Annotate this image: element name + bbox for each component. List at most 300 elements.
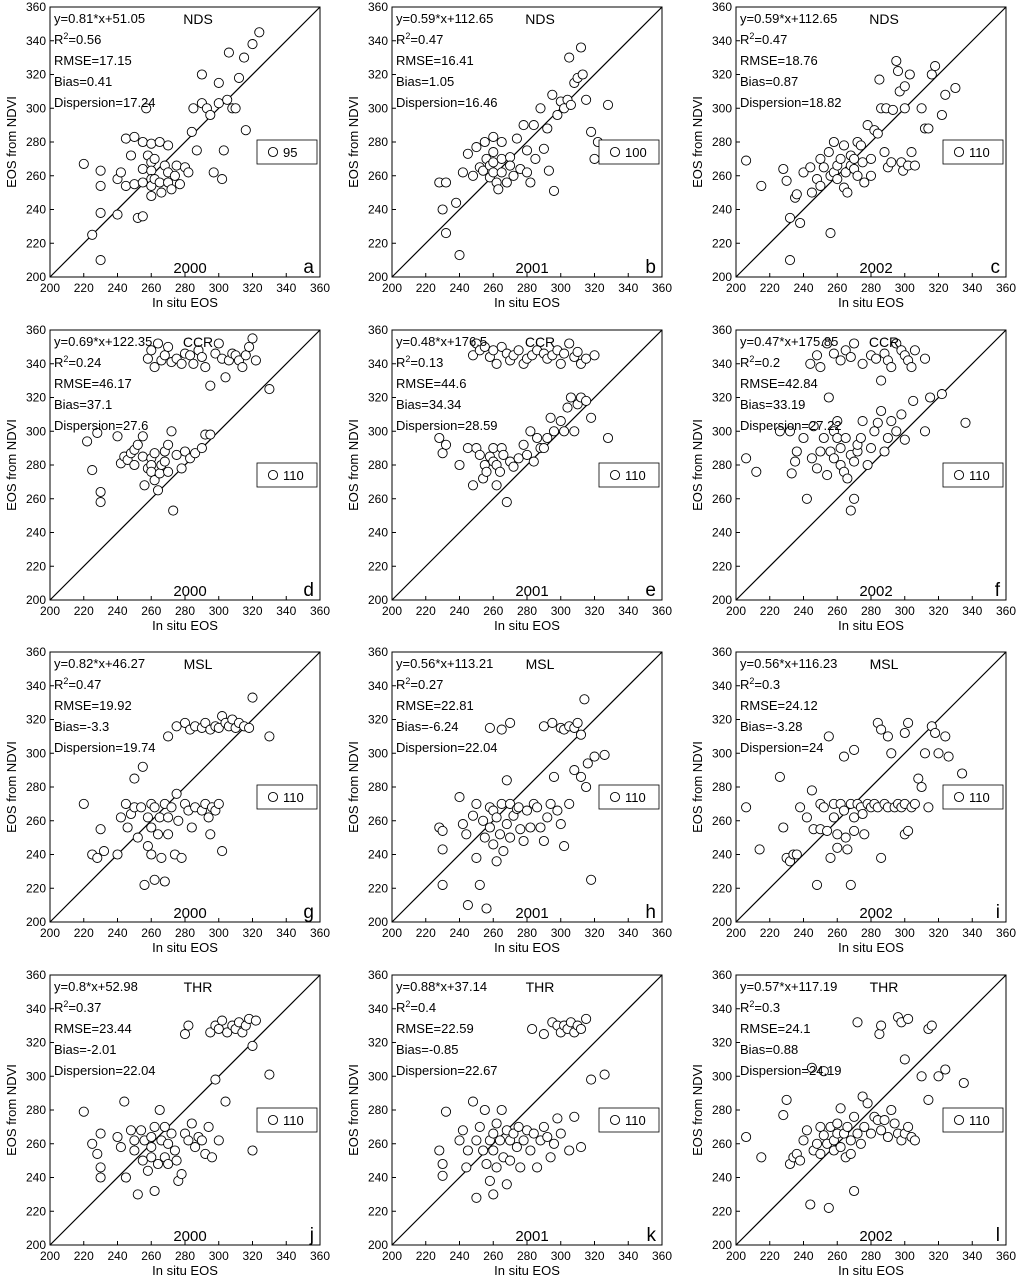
method-label: THR [183,979,213,995]
x-tick-label: 280 [860,281,882,295]
data-point [147,1143,156,1152]
x-axis-label: In situ EOS [838,1263,904,1278]
data-point [742,803,751,812]
stats-r2: $R^2=0.13$ [396,354,444,370]
data-point [463,149,472,158]
y-tick-label: 240 [25,1170,46,1185]
y-axis-label: EOS from NDVI [690,741,705,833]
y-tick-label: 340 [25,33,46,48]
data-point [858,417,867,426]
data-point [265,385,274,394]
stats-equation: y=0.47*x+175.85 [740,334,839,349]
data-point [238,363,247,372]
data-point [126,1126,135,1135]
stats-bias: Bias=-3.28 [740,719,803,734]
data-point [506,161,515,170]
data-point [927,1021,936,1030]
panel-f [690,323,1016,633]
y-axis-label: EOS from NDVI [346,1064,361,1156]
data-point [169,506,178,515]
data-point [934,749,943,758]
y-tick-label: 320 [25,1035,46,1050]
y-tick-label: 220 [25,881,46,896]
data-point [582,396,591,405]
data-point [833,433,842,442]
data-point [543,124,552,133]
stats-r2: $R^2=0.47$ [54,676,102,692]
y-axis-label: EOS from NDVI [346,741,361,833]
data-point [221,373,230,382]
y-tick-label: 200 [25,593,46,607]
data-point [113,432,122,441]
data-point [565,1146,574,1155]
data-point [175,180,184,189]
stats-dispersion: Dispersion=27.6 [54,418,149,433]
data-point [549,772,558,781]
stats-rmse: RMSE=24.12 [740,698,818,713]
data-point [873,418,882,427]
panel-k [346,968,672,1278]
data-point [265,1070,274,1079]
r2-superscript: 2 [749,999,755,1009]
data-point [519,1136,528,1145]
data-point [489,1190,498,1199]
data-point [147,191,156,200]
x-axis-label: In situ EOS [152,1263,218,1278]
y-tick-label: 320 [367,712,388,727]
panel-i [690,645,1016,955]
data-point [172,722,181,731]
data-point [812,880,821,889]
data-point [147,166,156,175]
stats-bias: Bias=37.1 [54,397,113,412]
data-point [495,1136,504,1145]
r2-superscript: 2 [749,354,755,364]
x-tick-label: 360 [309,604,331,618]
panel-letter: j [309,1225,314,1246]
data-point [576,43,585,52]
data-point [937,110,946,119]
data-point [88,466,97,475]
y-tick-label: 260 [367,813,388,828]
data-point [514,803,523,812]
data-point [93,1149,102,1158]
panel-a [4,0,330,310]
stats-r2-value: =0.3 [754,677,781,692]
data-point [856,433,865,442]
x-tick-label: 340 [618,281,639,295]
y-tick-label: 280 [367,780,388,794]
data-point [519,440,528,449]
data-point [482,904,491,913]
data-point [742,454,751,463]
data-point [961,418,970,427]
data-point [468,481,477,490]
y-tick-label: 340 [25,678,46,693]
y-tick-label: 360 [367,0,388,14]
data-point [155,137,164,146]
data-point [858,809,867,818]
data-point [757,1153,766,1162]
data-point [785,256,794,265]
data-point [455,460,464,469]
data-point [206,430,215,439]
y-axis-label: EOS from NDVI [4,741,19,833]
panel-h [346,645,672,955]
data-point [214,799,223,808]
data-point [492,857,501,866]
data-point [526,1146,535,1155]
data-point [841,833,850,842]
stats-r2: $R^2=0.56$ [54,31,102,47]
data-point [116,813,125,822]
r2-superscript: 2 [749,31,755,41]
data-point [582,1014,591,1023]
data-point [917,782,926,791]
y-tick-label: 220 [367,881,388,896]
y-tick-label: 220 [25,236,46,251]
data-point [924,1095,933,1104]
stats-dispersion: Dispersion=16.46 [396,95,498,110]
data-point [79,159,88,168]
data-point [843,474,852,483]
data-point [816,447,825,456]
legend-count: 95 [283,145,298,160]
data-point [833,175,842,184]
data-point [435,1146,444,1155]
data-point [565,339,574,348]
data-point [245,342,254,351]
stats-r2-value: =0.47 [410,32,444,47]
data-point [850,494,859,503]
data-point [833,830,842,839]
legend-marker [610,1115,619,1124]
legend-count: 110 [625,1113,646,1128]
y-tick-label: 220 [367,1204,388,1219]
y-tick-label: 240 [25,525,46,540]
data-point [812,1139,821,1148]
data-point [843,188,852,197]
data-point [462,830,471,839]
y-tick-label: 200 [367,270,388,284]
data-point [184,168,193,177]
method-label: CCR [182,334,214,350]
data-point [150,1122,159,1131]
data-point [807,188,816,197]
y-tick-label: 200 [367,1238,388,1252]
y-tick-label: 340 [711,678,732,693]
data-point [931,728,940,737]
x-tick-label: 200 [39,604,61,618]
panel-letter: i [995,902,1000,923]
data-point [560,349,569,358]
legend-count: 110 [969,1113,990,1128]
x-tick-label: 280 [516,604,538,618]
data-point [856,1139,865,1148]
stats-r2: $R^2=0.27$ [396,676,444,692]
stats-r2: $R^2=0.4$ [396,999,437,1015]
x-axis-label: In situ EOS [838,940,904,955]
data-point [904,1122,913,1131]
data-point [866,171,875,180]
x-tick-label: 260 [827,926,848,940]
data-point [187,1119,196,1128]
data-point [539,144,548,153]
x-tick-label: 340 [962,926,983,940]
data-point [553,806,562,815]
data-point [133,440,142,449]
data-point [824,1203,833,1212]
data-point [468,811,477,820]
data-point [502,776,511,785]
y-tick-label: 260 [25,813,46,828]
data-point [880,148,889,157]
legend-marker [268,792,277,801]
data-point [155,1105,164,1114]
data-point [539,836,548,845]
year-label: 2002 [859,583,893,600]
x-tick-label: 220 [759,604,780,618]
y-tick-label: 240 [711,1170,732,1185]
data-point [164,440,173,449]
data-point [846,880,855,889]
stats-rmse: RMSE=24.1 [740,1021,811,1036]
data-point [909,396,918,405]
data-point [88,230,97,239]
data-point [172,1156,181,1165]
data-point [96,208,105,217]
x-tick-label: 320 [928,281,949,295]
data-point [157,853,166,862]
data-point [904,1014,913,1023]
data-point [920,354,929,363]
x-tick-label: 240 [793,926,814,940]
data-point [860,830,869,839]
data-point [164,732,173,741]
data-point [455,1136,464,1145]
data-point [546,413,555,422]
y-tick-label: 360 [367,323,388,337]
data-point [556,359,565,368]
x-tick-label: 320 [928,926,949,940]
data-point [833,1119,842,1128]
x-tick-label: 260 [141,604,162,618]
data-point [887,363,896,372]
data-point [157,188,166,197]
data-point [806,359,815,368]
data-point [799,1136,808,1145]
r2-superscript: 2 [405,676,411,686]
data-point [96,487,105,496]
data-point [883,732,892,741]
data-point [492,1119,501,1128]
y-tick-label: 300 [25,101,46,116]
y-tick-label: 260 [25,168,46,183]
data-point [836,1143,845,1152]
year-label: 2000 [173,583,207,600]
stats-dispersion: Dispersion=22.04 [396,740,498,755]
data-point [231,104,240,113]
y-tick-label: 240 [711,847,732,862]
x-tick-label: 220 [73,1249,94,1263]
data-point [858,158,867,167]
data-point [241,351,250,360]
data-point [910,161,919,170]
data-point [533,433,542,442]
x-tick-label: 280 [516,1249,538,1263]
y-tick-label: 360 [711,323,732,337]
legend [599,785,659,809]
x-tick-label: 200 [381,281,403,295]
x-tick-label: 300 [894,1249,915,1263]
stats-r2: $R^2=0.37$ [54,999,102,1015]
data-point [509,462,518,471]
y-tick-label: 200 [367,593,388,607]
data-point [234,73,243,82]
x-tick-label: 220 [759,1249,780,1263]
stats-r2: $R^2=0.3$ [740,676,781,692]
panel-letter: l [995,1225,1000,1246]
data-point [458,820,467,829]
data-point [846,352,855,361]
y-tick-label: 300 [367,101,388,116]
data-point [897,410,906,419]
y-tick-label: 260 [711,491,732,506]
data-point [539,1030,548,1039]
data-point [900,1055,909,1064]
data-point [113,850,122,859]
r2-superscript: 2 [63,354,69,364]
data-point [137,1126,146,1135]
x-tick-label: 220 [415,281,436,295]
x-tick-label: 340 [962,604,983,618]
data-point [812,351,821,360]
data-point [539,722,548,731]
data-point [438,845,447,854]
data-point [570,427,579,436]
data-point [934,1072,943,1081]
data-point [96,181,105,190]
y-tick-label: 280 [367,458,388,472]
data-point [522,146,531,155]
data-point [189,359,198,368]
y-axis-label: EOS from NDVI [346,419,361,511]
data-point [548,718,557,727]
x-tick-label: 360 [651,926,673,940]
legend [599,140,659,164]
data-point [223,95,232,104]
data-point [573,718,582,727]
legend-count: 110 [969,468,990,483]
y-tick-label: 340 [367,356,388,371]
data-point [140,880,149,889]
x-tick-label: 200 [381,1249,403,1263]
x-tick-label: 360 [309,926,331,940]
legend [599,1108,659,1132]
data-point [509,171,518,180]
y-tick-label: 200 [711,1238,732,1252]
data-point [799,433,808,442]
data-point [792,850,801,859]
data-point [219,146,228,155]
method-label: CCR [868,334,900,350]
y-tick-label: 320 [367,1035,388,1050]
data-point [900,435,909,444]
year-label: 2001 [515,905,549,922]
data-point [441,440,450,449]
x-tick-label: 260 [483,1249,504,1263]
legend-marker [268,147,277,156]
data-point [482,467,491,476]
data-point [150,1186,159,1195]
y-tick-label: 220 [25,1204,46,1219]
stats-bias: Bias=34.34 [396,397,462,412]
stats-equation: y=0.56*x+113.21 [396,656,494,671]
data-point [96,166,105,175]
stats-r2: $R^2=0.2$ [740,354,781,370]
data-point [941,90,950,99]
stats-rmse: RMSE=16.41 [396,53,474,68]
legend-count: 110 [969,145,990,160]
stats-equation: y=0.82*x+46.27 [54,656,146,671]
data-point [839,141,848,150]
y-tick-label: 260 [25,491,46,506]
data-point [463,901,472,910]
data-point [600,1070,609,1079]
data-point [587,413,596,422]
x-tick-label: 200 [39,926,61,940]
stats-r2-value: =0.3 [754,1000,781,1015]
data-point [887,749,896,758]
data-point [565,799,574,808]
y-tick-label: 340 [711,356,732,371]
data-point [556,417,565,426]
data-point [904,826,913,835]
data-point [475,880,484,889]
data-point [807,786,816,795]
data-point [877,376,886,385]
data-point [497,137,506,146]
stats-dispersion: Dispersion=27.22 [740,418,842,433]
y-tick-label: 300 [711,746,732,761]
legend [257,1108,317,1132]
x-tick-label: 260 [483,926,504,940]
data-point [560,427,569,436]
legend [257,140,317,164]
data-point [883,1132,892,1141]
legend-count: 110 [283,1113,304,1128]
data-point [951,83,960,92]
data-point [192,146,201,155]
data-point [836,356,845,365]
data-point [590,351,599,360]
y-tick-label: 200 [711,270,732,284]
data-point [113,210,122,219]
stats-r2-value: =0.47 [68,677,102,692]
data-point [533,1163,542,1172]
data-point [887,417,896,426]
panel-j [4,968,330,1278]
data-point [944,752,953,761]
data-point [782,1095,791,1104]
data-point [214,78,223,87]
data-point [130,774,139,783]
x-tick-label: 360 [309,281,331,295]
r2-superscript: 2 [63,31,69,41]
x-tick-label: 340 [962,281,983,295]
data-point [742,1132,751,1141]
y-tick-label: 280 [367,1103,388,1117]
